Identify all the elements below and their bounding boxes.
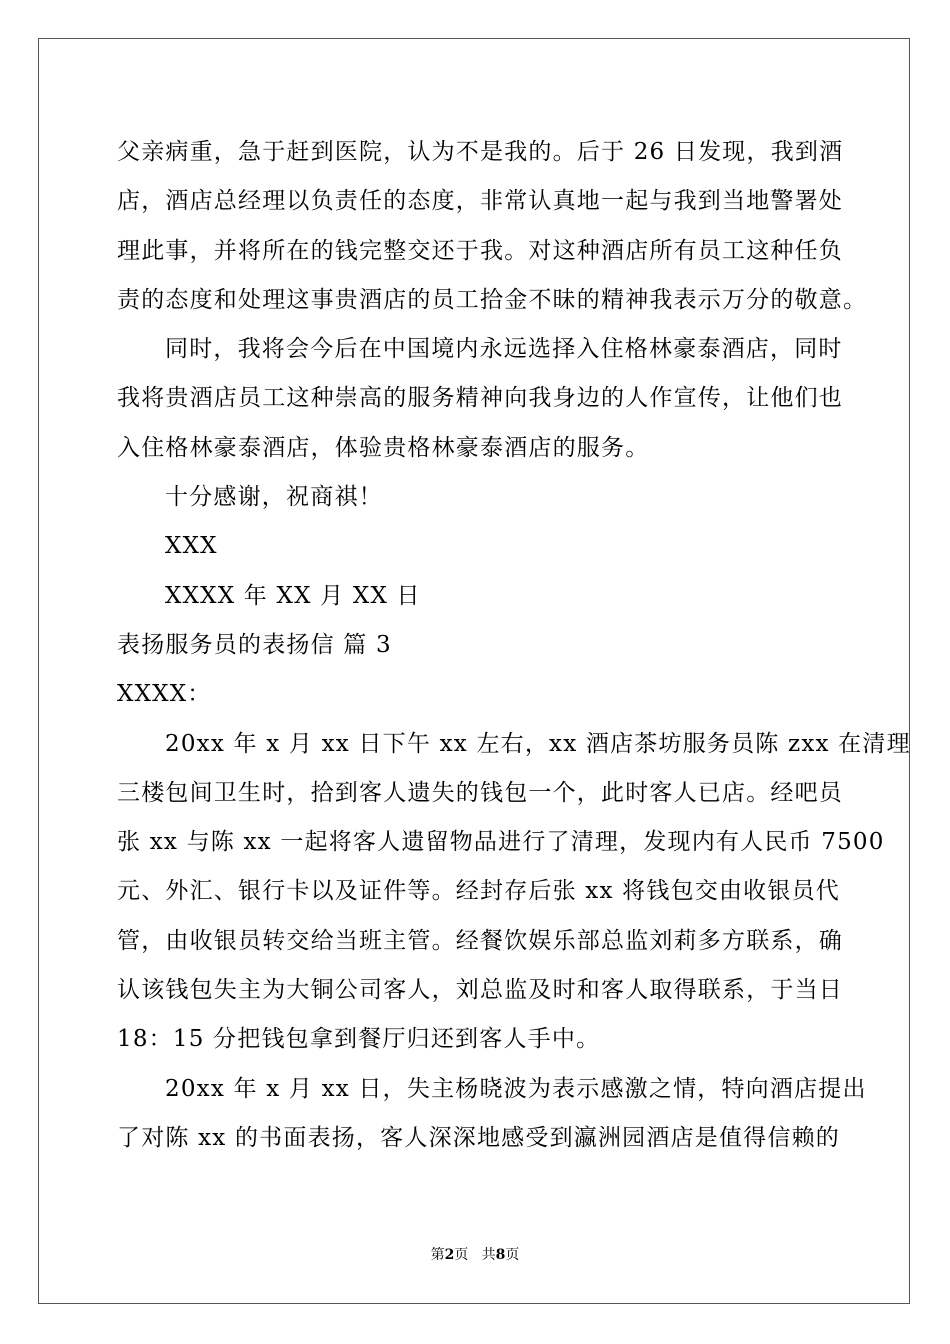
closing-thanks: 十分感谢，祝商祺！ (165, 484, 383, 511)
total-prefix: 共 (481, 1247, 496, 1263)
salutation: XXXX： (117, 681, 212, 708)
text-line-6: 我将贵酒店员工这种崇高的服务精神向我身边的人作宣传，让他们也 (117, 385, 843, 412)
text-line-7: 入住格林豪泰酒店，体验贵格林豪泰酒店的服务。 (117, 434, 650, 461)
text-line-21: 了对陈 xx 的书面表扬，客人深深地感受到瀛洲园酒店是值得信赖的 (117, 1124, 840, 1151)
text-line-4: 责的态度和处理这事贵酒店的员工拾金不昧的精神我表示万分的敬意。 (117, 286, 868, 313)
total-suffix: 页 (505, 1247, 520, 1263)
page-suffix: 页 (454, 1247, 469, 1263)
text-line-14: 三楼包间卫生时，拾到客人遗失的钱包一个，此时客人已店。经吧员 (117, 779, 843, 806)
page-footer (0, 1245, 950, 1265)
text-line-19: 18：15 分把钱包拿到餐厅归还到客人手中。 (117, 1026, 601, 1053)
text-line-2: 店，酒店总经理以负责任的态度，非常认真地一起与我到当地警署处 (117, 188, 843, 215)
signature-name: XXX (165, 533, 218, 560)
text-line-17: 管，由收银员转交给当班主管。经餐饮娱乐部总监刘莉多方联系，确 (117, 927, 843, 954)
document-body (117, 128, 911, 1163)
text-line-3: 理此事，并将所在的钱完整交还于我。对这种酒店所有员工这种任负 (117, 237, 843, 264)
text-line-13: 20xx 年 x 月 xx 日下午 xx 左右，xx 酒店茶坊服务员陈 zxx 在清理 (165, 730, 911, 757)
signature-date: XXXX 年 XX 月 XX 日 (165, 582, 421, 609)
page-total: 8 (495, 1247, 506, 1263)
text-line-5: 同时，我将会今后在中国境内永远选择入住格林豪泰酒店，同时 (165, 336, 843, 363)
text-line-18: 认该钱包失主为大铜公司客人，刘总监及时和客人取得联系，于当日 (117, 977, 843, 1004)
page-prefix: 第 (430, 1247, 445, 1263)
page-current: 2 (444, 1247, 455, 1263)
section-title: 表扬服务员的表扬信 篇 3 (117, 631, 392, 658)
text-line-20: 20xx 年 x 月 xx 日，失主杨晓波为表示感激之情，特向酒店提出 (165, 1075, 867, 1102)
text-line-1: 父亲病重，急于赶到医院，认为不是我的。后于 26 日发现，我到酒 (117, 139, 844, 165)
text-line-16: 元、外汇、银行卡以及证件等。经封存后张 xx 将钱包交由收银员代 (117, 878, 840, 905)
text-line-15: 张 xx 与陈 xx 一起将客人遗留物品进行了清理，发现内有人民币 7500 (117, 829, 885, 856)
